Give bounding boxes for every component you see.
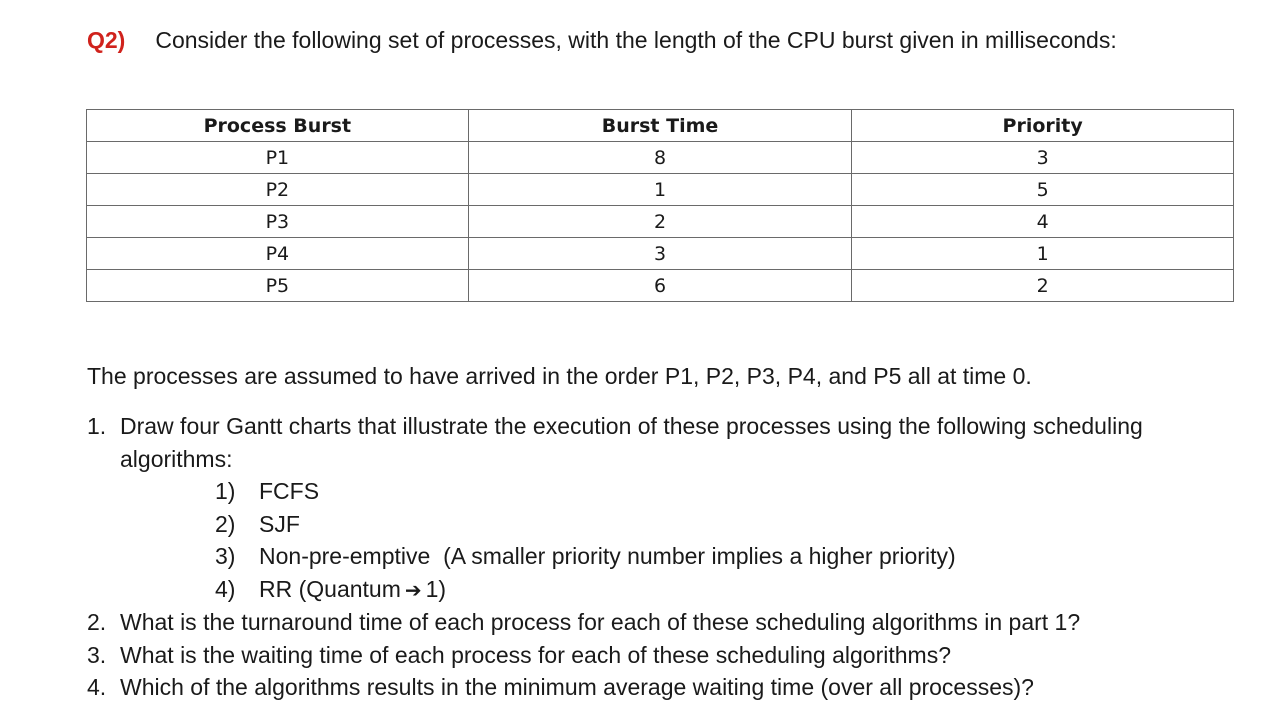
- table-row: [87, 142, 1234, 174]
- question-list: [87, 410, 1247, 704]
- process-cell: P5: [87, 270, 469, 302]
- question-text: Which of the algorithms results in the minimum average waiting time (over all processes)?: [120, 674, 1034, 700]
- question-label: Q2): [87, 27, 126, 53]
- table-header-row: [87, 110, 1234, 142]
- priority-cell: 1: [852, 238, 1234, 270]
- algorithm-number: 4): [215, 575, 236, 602]
- algorithm-text: FCFS: [259, 478, 320, 504]
- question-text: What is the waiting time of each process for each of these scheduling algorithms?: [120, 641, 951, 668]
- algorithm-number: 1): [215, 478, 236, 504]
- algorithm-text: RR (Quantum: [259, 575, 401, 602]
- question-header: [87, 24, 1217, 57]
- algorithm-item: [215, 508, 1247, 541]
- question-text: Draw four Gantt charts that illustrate the execution of these processes using the following scheduling algorithms:: [120, 413, 1143, 472]
- algorithm-list: [120, 475, 1247, 606]
- question-number: 3.: [87, 641, 107, 668]
- process-table: [86, 109, 1234, 302]
- question-text: What is the turnaround time of each process for each of these scheduling algorithms in part 1?: [120, 609, 1081, 635]
- process-cell: P2: [87, 174, 469, 206]
- process-cell: P3: [87, 206, 469, 238]
- algorithm-item: [215, 475, 1247, 508]
- table-row: [87, 238, 1234, 270]
- priority-cell: 2: [852, 270, 1234, 302]
- table-row: [87, 206, 1234, 238]
- column-header-priority: Priority: [852, 110, 1234, 142]
- priority-cell: 5: [852, 174, 1234, 206]
- algorithm-item: [215, 540, 1247, 573]
- arrival-order-text: The processes are assumed to have arrived in the order P1, P2, P3, P4, and P5 all at time 0.: [87, 363, 1032, 389]
- question-item: [87, 410, 1247, 606]
- burst-time-cell: 3: [468, 238, 852, 270]
- question-item: [87, 639, 1247, 672]
- algorithm-text-after: 1): [425, 575, 447, 602]
- question-number: 2.: [87, 609, 107, 635]
- algorithm-number: 3): [215, 543, 236, 569]
- burst-time-cell: 2: [468, 206, 852, 238]
- algorithm-text: SJF: [259, 510, 300, 537]
- table-row: [87, 174, 1234, 206]
- process-cell: P4: [87, 238, 469, 270]
- question-item: [87, 671, 1247, 704]
- question-number: 4.: [87, 674, 107, 700]
- burst-time-cell: 1: [468, 174, 852, 206]
- algorithm-text: Non-pre-emptive (A smaller priority number implies a higher priority): [259, 543, 956, 569]
- column-header-process: Process Burst: [87, 110, 469, 142]
- priority-cell: 4: [852, 206, 1234, 238]
- algorithm-number: 2): [215, 510, 236, 537]
- burst-time-cell: 6: [468, 270, 852, 302]
- priority-cell: 3: [852, 142, 1234, 174]
- burst-time-cell: 8: [468, 142, 852, 174]
- question-item: [87, 606, 1247, 639]
- question-intro-text: Consider the following set of processes, with the length of the CPU burst given in milliseconds:: [155, 27, 1117, 53]
- algorithm-item: [215, 573, 1247, 607]
- column-header-burst-time: Burst Time: [468, 110, 852, 142]
- arrow-right-icon: ➔: [404, 577, 422, 602]
- process-cell: P1: [87, 142, 469, 174]
- table-row: [87, 270, 1234, 302]
- question-number: 1.: [87, 413, 107, 439]
